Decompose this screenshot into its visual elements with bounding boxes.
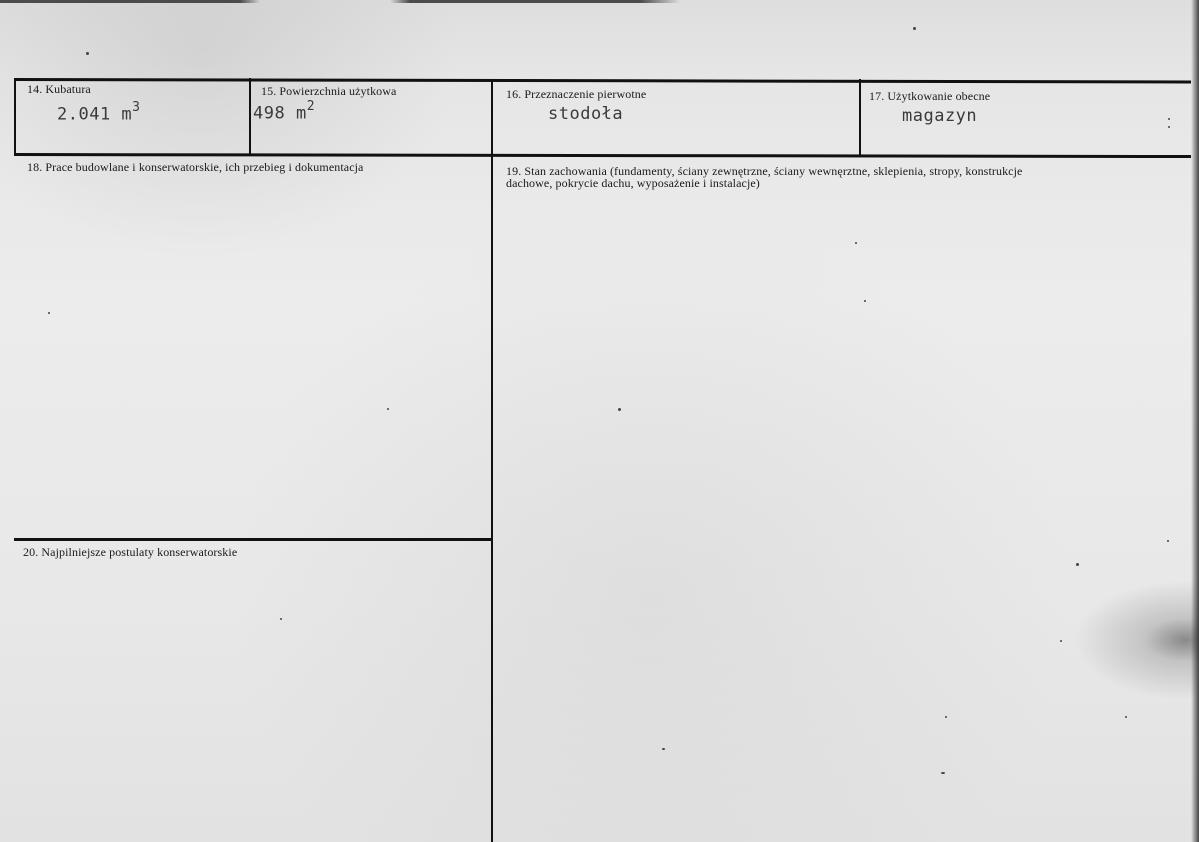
scan-speck — [941, 772, 945, 774]
przeznaczenie-label: 16. Przeznaczenie pierwotne — [506, 87, 647, 101]
postulaty-label: 20. Najpilniejsze postulaty konserwatorskie — [23, 545, 238, 559]
scan-speck — [1168, 118, 1170, 120]
powierzchnia-exponent: 2 — [306, 99, 316, 114]
uzytkowanie-label: 17. Użytkowanie obecne — [869, 89, 991, 103]
rule-divider-14-15 — [249, 78, 251, 154]
scan-speck — [945, 716, 947, 718]
stan-label: 19. Stan zachowania (fundamenty, ściany zewnętrzne, ściany wewnęrztne, sklepienia, stropy, konstrukcje dachowe, pokrycie dachu, wyposażenie i instalacje) — [506, 164, 1023, 190]
rule-left-border — [14, 78, 16, 154]
scan-speck — [48, 312, 50, 314]
powierzchnia-label: 15. Powierzchnia użytkowa — [261, 84, 397, 98]
kubatura-exponent: 3 — [132, 100, 141, 115]
scan-speck — [86, 52, 89, 55]
scan-speck — [280, 618, 282, 620]
scan-speck — [618, 408, 621, 411]
uzytkowanie-value: magazyn — [902, 106, 978, 126]
przeznaczenie-value: stodoła — [548, 104, 624, 124]
rule-top-row — [14, 78, 1191, 83]
scan-speck — [855, 242, 857, 244]
scan-speck — [864, 300, 866, 302]
scan-speck — [662, 748, 665, 750]
scan-speck — [913, 27, 916, 30]
rule-main-divider — [491, 79, 493, 842]
kubatura-value — [57, 102, 140, 125]
powierzchnia-number: 498 m — [253, 103, 307, 124]
page-right-edge-shadow — [1191, 0, 1199, 842]
scan-speck — [1060, 640, 1062, 642]
rule-above-section-20 — [14, 538, 493, 541]
powierzchnia-value — [253, 101, 315, 124]
rule-below-row-14-17 — [14, 153, 1191, 158]
scan-speck — [1125, 716, 1127, 718]
rule-divider-16-17 — [859, 79, 861, 155]
scan-speck — [387, 408, 389, 410]
kubatura-label: 14. Kubatura — [27, 82, 91, 96]
page-top-edge — [0, 0, 1199, 3]
scan-speck — [1167, 540, 1169, 542]
scan-speck — [1076, 563, 1079, 566]
scan-speck — [1168, 126, 1170, 128]
prace-label: 18. Prace budowlane i konserwatorskie, ich przebieg i dokumentacja — [27, 160, 364, 174]
kubatura-number: 2.041 m — [57, 104, 133, 125]
